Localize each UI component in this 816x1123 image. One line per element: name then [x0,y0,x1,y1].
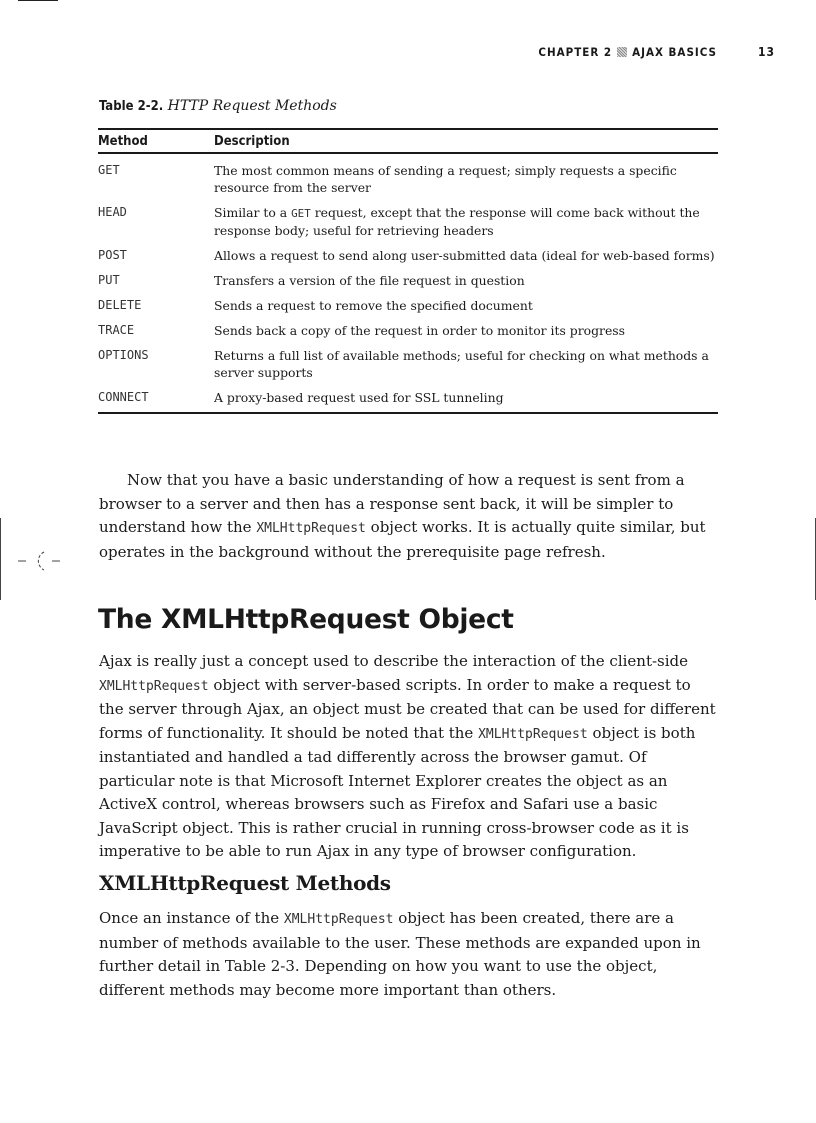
description-cell: Allows a request to send along user-submitted data (ideal for web-based forms) [214,248,715,263]
table-header-row [98,130,718,152]
table-row-delete [98,297,718,314]
running-header-chapter: CHAPTER 2 AJAX BASICS [538,45,717,59]
intro-paragraph: Now that you have a basic understanding of how a request is sent from a browser to a server and then has a response sent back, it will be simpler to understand how the XMLHttpRequest object works. It is actually quite similar, but operates in the background without the prerequisite page refresh. [99,471,706,561]
method-cell: CONNECT [98,390,149,404]
registration-mark-icon [14,546,64,576]
method-cell: HEAD [98,205,127,219]
description-cell: Similar to a GET request, except that the response will come back without the response body; useful for retrieving headers [214,205,700,238]
inline-code: XMLHttpRequest [478,726,588,742]
table-row-options [98,347,718,381]
column-header-description: Description [214,133,290,149]
method-cell: TRACE [98,323,135,337]
table-row-put [98,272,718,289]
description-cell: Returns a full list of available methods; useful for checking on what methods a server supports [214,348,709,380]
table-caption-label: Table 2-2. [99,99,164,114]
column-header-method: Method [98,133,148,149]
table-caption-title: HTTP Request Methods [167,98,337,114]
inline-code: XMLHttpRequest [256,521,366,536]
section-paragraph: Ajax is really just a concept used to describe the interaction of the client-side XMLHttpRequest object with server-based scripts. In order to make a request to the server through Ajax, an object must be created that can be used for different forms of functionality. It should be noted that the XMLHttpRequest object is both instantiated and handled a tad differently across the browser gamut. Of particular note is that Microsoft Internet Explorer creates the object as an ActiveX control, whereas browsers such as Firefox and Safari use a basic JavaScript object. This is rather crucial in running cross-browser code as it is imperative to be able to run Ajax in any type of browser configuration. [99,652,716,860]
description-cell: Sends a request to remove the specified document [214,298,533,313]
crop-mark-top [18,0,58,1]
table-row-post [98,247,718,264]
table-caption [99,98,337,114]
description-cell: A proxy-based request used for SSL tunneling [214,390,504,405]
method-cell: GET [98,163,120,177]
table-row-get [98,162,718,196]
subsection-heading: XMLHttpRequest Methods [99,871,391,895]
page-number: 13 [757,45,775,59]
inline-code: XMLHttpRequest [99,678,209,694]
table-row-head [98,204,718,239]
running-header [100,42,775,62]
table-row-connect [98,389,718,406]
table-row-trace [98,322,718,339]
subsection-paragraph: Once an instance of the XMLHttpRequest object has been created, there are a number of methods available to the user. These methods are expanded upon in further detail in Table 2-3. Depending on how you want to use the object, different methods may become more important than others. [99,909,701,999]
crop-mark-left [0,518,1,600]
http-methods-table [98,128,718,414]
table-body [98,154,718,412]
description-cell: The most common means of sending a request; simply requests a specific resource from the server [214,163,677,195]
section-heading: The XMLHttpRequest Object [98,604,514,635]
inline-code: GET [291,207,311,220]
table-bottom-rule [98,412,718,414]
separator-square-icon [617,47,627,57]
method-cell: DELETE [98,298,142,312]
method-cell: PUT [98,273,120,287]
method-cell: OPTIONS [98,348,149,362]
method-cell: POST [98,248,127,262]
inline-code: XMLHttpRequest [283,912,394,927]
description-cell: Transfers a version of the file request in question [214,273,525,288]
description-cell: Sends back a copy of the request in order to monitor its progress [214,323,626,338]
